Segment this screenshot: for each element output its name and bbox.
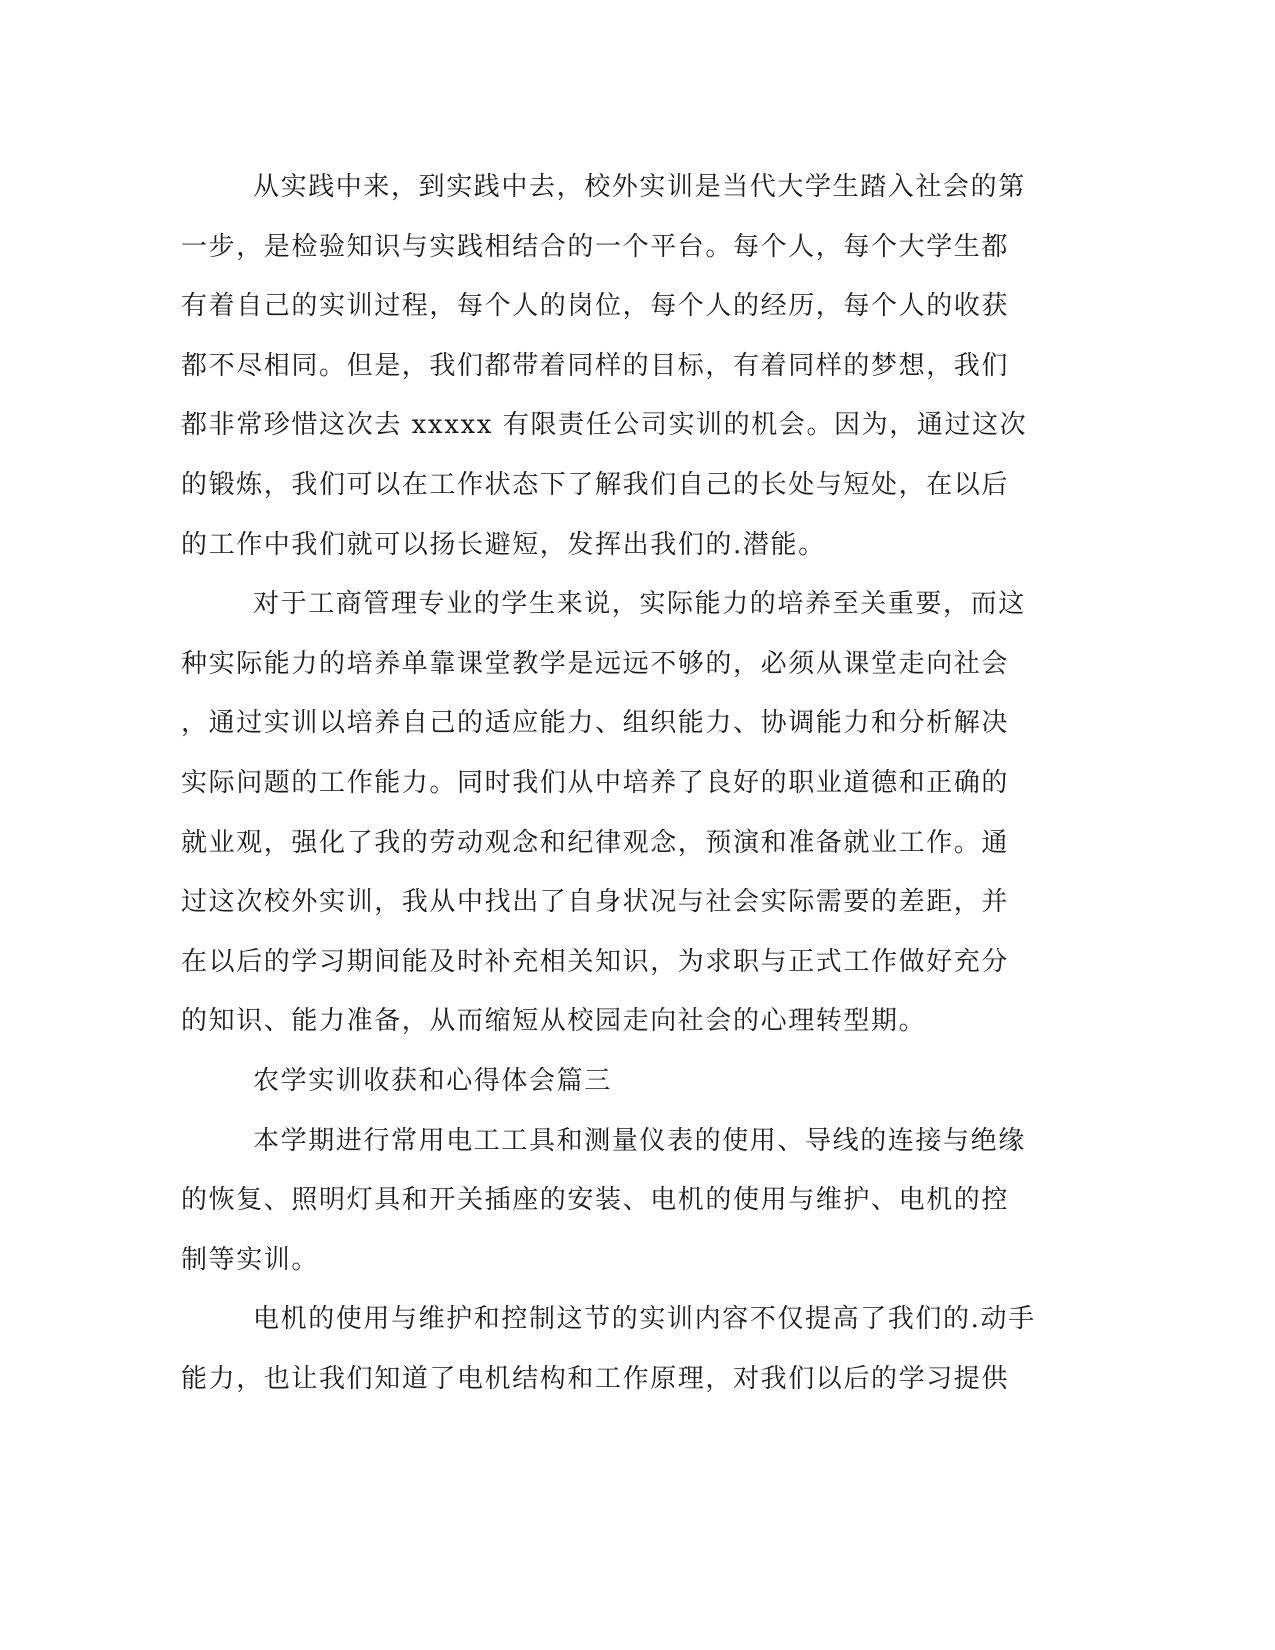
- paragraph-1-line-5: 都非常珍惜这次去 xxxxx 有限责任公司实训的机会。因为，通过这次: [181, 410, 1028, 441]
- paragraph-1-line-4: 都不尽相同。但是，我们都带着同样的目标，有着同样的梦想，我们: [181, 350, 1010, 381]
- document-body: [181, 158, 1041, 1409]
- paragraph-2-line-6: 过这次校外实训，我从中找出了自身状况与社会实际需要的差距，并: [181, 887, 1010, 918]
- paragraph-1-line-7: 的工作中我们就可以扬长避短，发挥出我们的.潜能。: [181, 529, 826, 560]
- paragraph-1-line-3: 有着自己的实训过程，每个人的岗位，每个人的经历，每个人的收获: [181, 291, 1010, 322]
- paragraph-2-line-2: 种实际能力的培养单靠课堂教学是远远不够的，必须从课堂走向社会: [181, 648, 1010, 679]
- paragraph-2-line-7: 在以后的学习期间能及时补充相关知识，为求职与正式工作做好充分: [181, 946, 1010, 977]
- paragraph-3-line-2: 的恢复、照明灯具和开关插座的安装、电机的使用与维护、电机的控: [181, 1185, 1010, 1216]
- section-heading: 农学实训收获和心得体会篇三: [253, 1065, 612, 1096]
- paragraph-1-line-1: 从实践中来，到实践中去，校外实训是当代大学生踏入社会的第: [253, 172, 1026, 202]
- paragraph-3-line-1: 本学期进行常用电工工具和测量仪表的使用、导线的连接与绝缘: [253, 1125, 1026, 1156]
- paragraph-4-line-2: 能力，也让我们知道了电机结构和工作原理，对我们以后的学习提供: [181, 1363, 1010, 1394]
- paragraph-2-line-5: 就业观，强化了我的劳动观念和纪律观念，预演和准备就业工作。通: [181, 827, 1010, 858]
- paragraph-2-line-8: 的知识、能力准备，从而缩短从校园走向社会的心理转型期。: [181, 1006, 927, 1037]
- paragraph-2-line-4: 实际问题的工作能力。同时我们从中培养了良好的职业道德和正确的: [181, 767, 1010, 798]
- paragraph-1-line-2: 一步，是检验知识与实践相结合的一个平台。每个人，每个大学生都: [181, 231, 1010, 262]
- paragraph-3-line-3: 制等实训。: [181, 1244, 320, 1275]
- paragraph-2-line-1: 对于工商管理专业的学生来说，实际能力的培养至关重要，而这: [253, 589, 1026, 620]
- paragraph-4-line-1: 电机的使用与维护和控制这节的实训内容不仅提高了我们的.动手: [253, 1304, 1036, 1335]
- paragraph-1-line-6: 的锻炼，我们可以在工作状态下了解我们自己的长处与短处，在以后: [181, 469, 1010, 500]
- paragraph-2-line-3: ，通过实训以培养自己的适应能力、组织能力、协调能力和分析解决: [181, 708, 1010, 739]
